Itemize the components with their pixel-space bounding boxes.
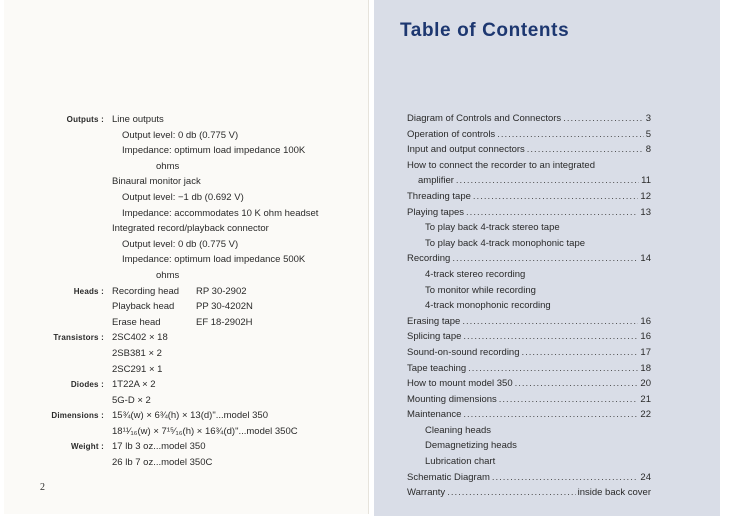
toc-entry-page: 5 <box>645 128 651 140</box>
toc-entry-page: 13 <box>640 206 651 218</box>
toc-entry <box>407 220 651 236</box>
spec-group <box>0 439 364 470</box>
spec-line: ohms <box>156 269 180 281</box>
toc-entry-title: Operation of controls <box>407 128 496 140</box>
toc-entry <box>407 236 651 252</box>
toc-entry <box>407 438 651 454</box>
spec-line: 1T22A × 2 <box>112 379 156 391</box>
toc-entry-title: Recording <box>407 253 451 265</box>
toc-leader-dots <box>522 345 639 361</box>
toc-entry <box>407 329 651 345</box>
spec-group <box>0 408 364 439</box>
spec-line: Impedance: optimum load impedance 100K <box>122 145 306 157</box>
toc-entry-page: 8 <box>645 144 651 156</box>
spec-line-value: RP 30-2902 <box>196 285 247 297</box>
toc-entry-page: 24 <box>640 471 651 483</box>
toc-entry-title: Tape teaching <box>407 362 467 374</box>
spec-line: 26 lb 7 oz...model 350C <box>112 457 213 469</box>
spec-line: 2SC291 × 1 <box>112 363 163 375</box>
toc-entry-title: Threading tape <box>407 190 471 202</box>
spec-label: Diodes : <box>70 380 104 390</box>
toc-leader-dots <box>527 142 644 158</box>
spec-line <box>112 284 364 300</box>
spec-label: Transistors : <box>53 333 104 343</box>
toc-entry-title: 4-track monophonic recording <box>425 300 551 312</box>
toc-entry-title: 4-track stereo recording <box>425 268 526 280</box>
toc-leader-dots <box>463 407 638 423</box>
toc-entry-title: Splicing tape <box>407 331 462 343</box>
toc-leader-dots <box>456 173 639 189</box>
toc-entry <box>407 127 651 143</box>
toc-entry <box>407 485 651 501</box>
toc-entry-page: 22 <box>640 409 651 421</box>
toc-entry <box>407 283 651 299</box>
spec-line: Output level: 0 db (0.775 V) <box>122 238 239 250</box>
spec-line: Impedance: accommodates 10 K ohm headset <box>122 207 319 219</box>
toc-entry-page: inside back cover <box>577 487 651 499</box>
spec-line: 18¹¹⁄₁₆(w) × 7¹⁵⁄₁₆(h) × 16¾(d)"...model 350C <box>112 425 298 437</box>
toc-entry-title: Erasing tape <box>407 315 461 327</box>
toc-entry-page: 21 <box>640 393 651 405</box>
toc-entry <box>407 158 651 174</box>
spec-line: Impedance: optimum load impedance 500K <box>122 254 306 266</box>
toc-entry <box>407 376 651 392</box>
toc-entry-title: To play back 4-track monophonic tape <box>425 237 586 249</box>
toc-entry-title: amplifier <box>418 175 454 187</box>
page-number: 2 <box>40 482 45 493</box>
specifications <box>0 112 364 471</box>
toc-leader-dots <box>473 189 639 205</box>
spec-line: Line outputs <box>112 114 164 125</box>
spec-line-name: Erase head <box>112 316 161 328</box>
spec-group <box>0 330 364 377</box>
spec-line: 2SC402 × 18 <box>112 332 168 344</box>
toc-entry-title: Playing tapes <box>407 206 465 218</box>
toc-entry <box>407 345 651 361</box>
spec-line: Integrated record/playback connector <box>112 223 269 235</box>
toc-title: Table of Contents <box>400 20 570 41</box>
table-of-contents <box>407 111 651 501</box>
spec-line: Output level: −1 db (0.692 V) <box>122 191 244 203</box>
toc-entry <box>407 189 651 205</box>
toc-entry <box>407 251 651 267</box>
spec-line: 17 lb 3 oz...model 350 <box>112 441 206 453</box>
spec-group <box>0 284 364 331</box>
toc-leader-dots <box>497 127 644 143</box>
toc-entry <box>407 361 651 377</box>
spec-line: 2SB381 × 2 <box>112 347 162 359</box>
toc-entry <box>407 298 651 314</box>
toc-entry-page: 11 <box>641 175 651 187</box>
spec-line: ohms <box>156 160 180 172</box>
toc-entry-page: 20 <box>640 378 651 390</box>
toc-leader-dots <box>462 314 638 330</box>
spec-group <box>0 112 364 284</box>
spec-label: Dimensions : <box>51 411 104 421</box>
toc-leader-dots <box>463 329 638 345</box>
toc-entry <box>407 407 651 423</box>
toc-entry-title: Cleaning heads <box>425 424 492 436</box>
toc-entry-page: 16 <box>640 315 651 327</box>
spec-line: 15¾(w) × 6¾(h) × 13(d)"...model 350 <box>112 410 268 422</box>
toc-entry <box>407 173 651 189</box>
toc-entry <box>407 267 651 283</box>
toc-leader-dots <box>492 470 639 486</box>
toc-entry-page: 3 <box>645 113 651 124</box>
spec-label: Weight : <box>70 442 104 452</box>
toc-leader-dots <box>452 251 638 267</box>
toc-leader-dots <box>447 485 575 501</box>
toc-entry-page: 18 <box>640 362 651 374</box>
toc-leader-dots <box>468 361 638 377</box>
toc-entry-title: Input and output connectors <box>407 144 525 156</box>
spec-line-name: Recording head <box>112 285 180 297</box>
toc-entry <box>407 111 651 127</box>
toc-entry-title: Mounting dimensions <box>407 393 497 405</box>
spec-label: Outputs : <box>66 115 104 124</box>
toc-entry <box>407 142 651 158</box>
spec-line: Output level: 0 db (0.775 V) <box>122 129 239 141</box>
spec-group <box>0 377 364 408</box>
toc-entry <box>407 392 651 408</box>
toc-entry-title: Maintenance <box>407 409 462 421</box>
spec-line <box>112 315 364 331</box>
toc-entry-title: Lubrication chart <box>425 456 496 468</box>
spec-line: 5G-D × 2 <box>112 394 151 406</box>
toc-entry-title: To monitor while recording <box>425 284 536 296</box>
toc-entry-title: How to connect the recorder to an integrated <box>407 159 596 171</box>
toc-entry-title: Warranty <box>407 487 446 499</box>
spec-line-value: PP 30-4202N <box>196 301 253 313</box>
toc-entry-title: Schematic Diagram <box>407 471 490 483</box>
toc-entry-page: 12 <box>640 190 651 202</box>
toc-entry-title: How to mount model 350 <box>407 378 513 390</box>
spec-line: Binaural monitor jack <box>112 176 201 188</box>
toc-entry-page: 16 <box>640 331 651 343</box>
toc-entry-title: To play back 4-track stereo tape <box>425 222 560 234</box>
toc-entry <box>407 205 651 221</box>
toc-leader-dots <box>563 111 644 127</box>
toc-entry <box>407 470 651 486</box>
spec-label: Heads : <box>73 286 104 296</box>
toc-entry-title: Diagram of Controls and Connectors <box>407 113 562 124</box>
toc-leader-dots <box>466 205 638 221</box>
toc-leader-dots <box>499 392 639 408</box>
toc-entry <box>407 454 651 470</box>
toc-entry <box>407 314 651 330</box>
toc-entry-page: 17 <box>640 346 651 358</box>
toc-entry-page: 14 <box>640 253 651 265</box>
toc-entry-title: Demagnetizing heads <box>425 440 517 452</box>
spec-line <box>112 299 364 315</box>
toc-entry <box>407 423 651 439</box>
spec-line-value: EF 18-2902H <box>196 316 253 328</box>
toc-leader-dots <box>515 376 639 392</box>
spec-line-name: Playback head <box>112 301 175 313</box>
toc-entry-title: Sound-on-sound recording <box>407 346 520 358</box>
